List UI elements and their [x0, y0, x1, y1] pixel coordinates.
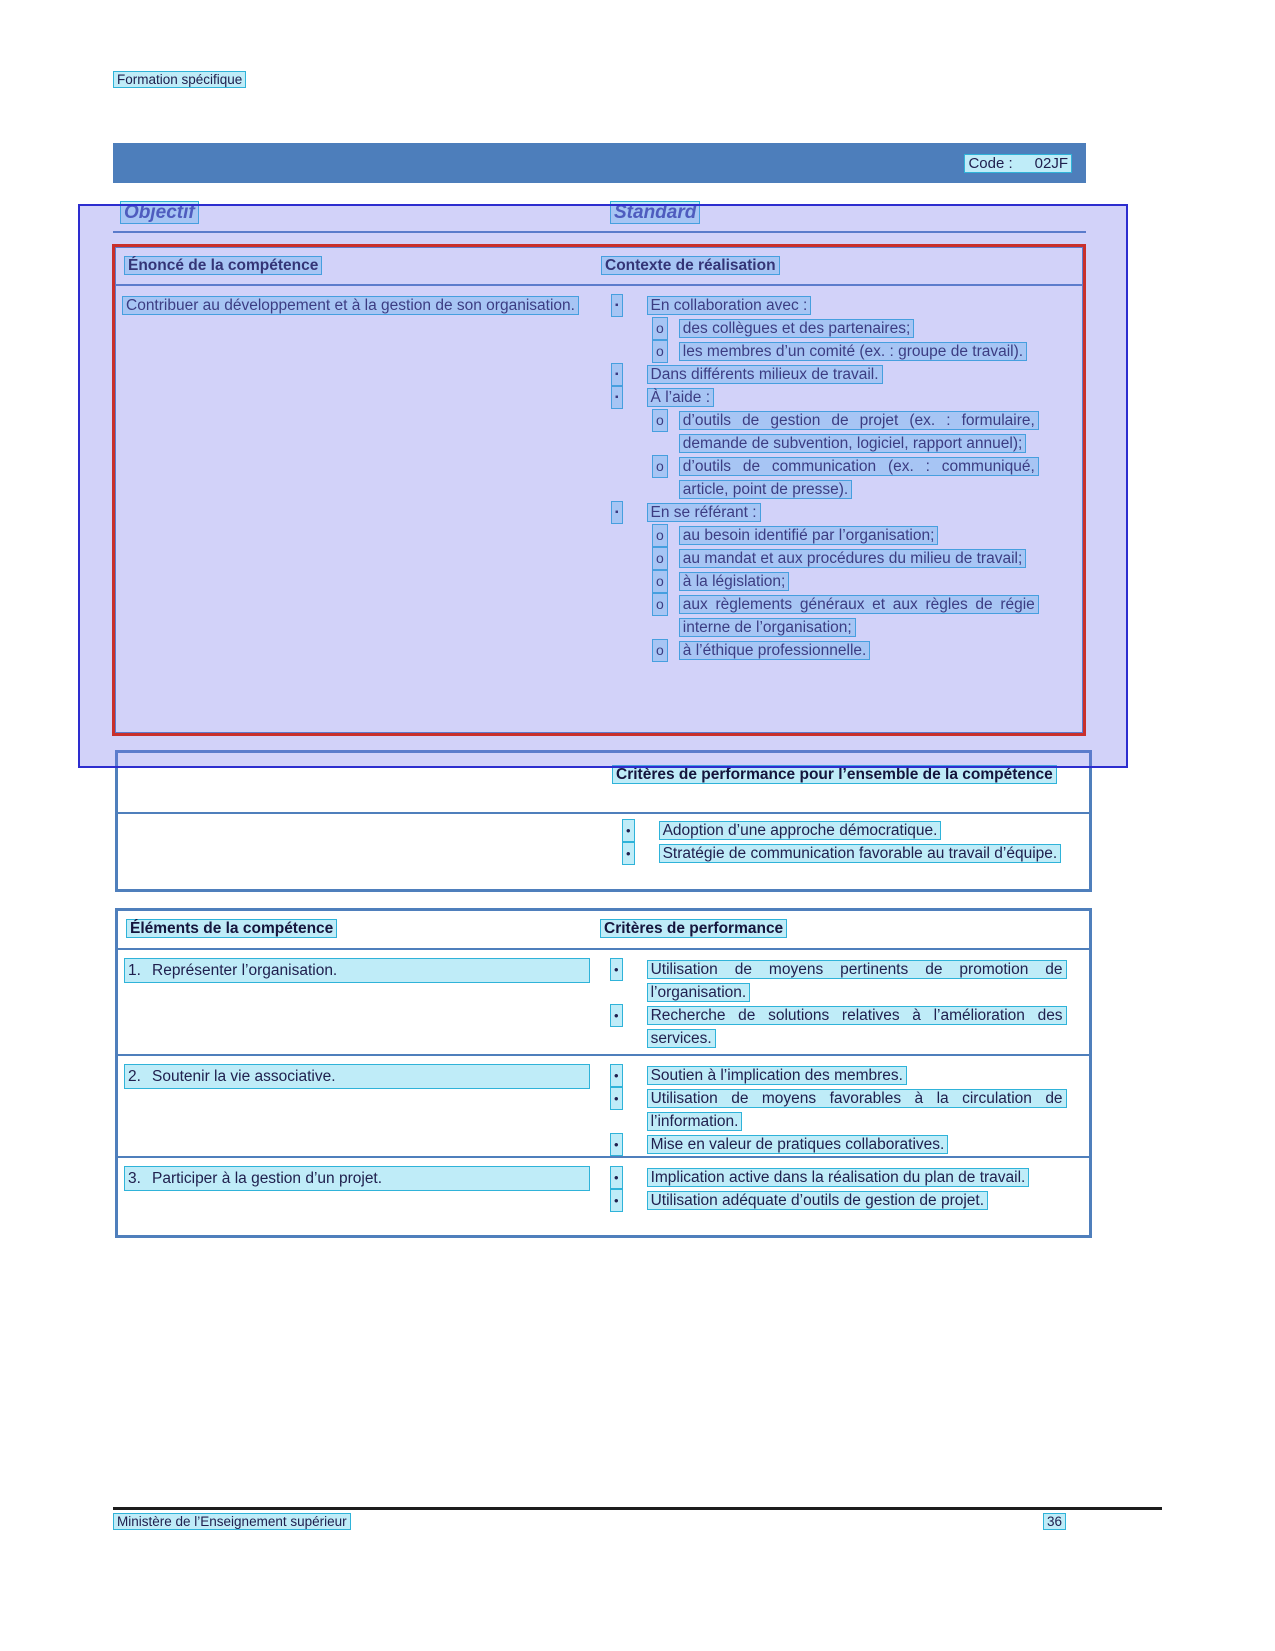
- criteres-ensemble-table: [115, 750, 1092, 892]
- criteres-ensemble-body: [118, 814, 1089, 865]
- list-item: [601, 593, 1082, 639]
- circle-bullet-icon: o: [652, 639, 668, 662]
- list-item: [601, 547, 1082, 570]
- dot-bullet-icon: •: [622, 842, 635, 865]
- standard-heading-text: Standard: [610, 201, 700, 224]
- list-item: [601, 570, 1082, 593]
- footer-page-number: [1043, 1514, 1066, 1529]
- bullet-text: Soutien à l’implication des membres.: [647, 1066, 907, 1085]
- elements-header: Éléments de la compétence: [126, 919, 337, 938]
- contexte-header: Contexte de réalisation: [601, 256, 780, 275]
- elements-header-cell: [118, 920, 600, 948]
- element-cell: [118, 1064, 600, 1156]
- table-row: [118, 950, 1089, 1054]
- circle-bullet-icon: o: [652, 455, 668, 478]
- contexte-cell: [601, 286, 1082, 662]
- criteres-ensemble-header-cell: [118, 753, 1089, 812]
- dot-bullet-icon: •: [610, 1133, 623, 1156]
- bullet-text: à l’éthique professionnelle.: [679, 641, 871, 660]
- dot-bullet-icon: •: [610, 1166, 623, 1189]
- bullet-text: Dans différents milieux de travail.: [647, 365, 883, 384]
- element-number: 3.: [128, 1170, 141, 1187]
- circle-bullet-icon: o: [652, 547, 668, 570]
- footer-rule: [113, 1507, 1162, 1510]
- list-item: [601, 524, 1082, 547]
- bullet-text: Mise en valeur de pratiques collaboratives.: [647, 1135, 949, 1154]
- element-text: [124, 958, 590, 983]
- circle-bullet-icon: o: [652, 409, 668, 432]
- list-item: [601, 363, 1082, 386]
- bullet-text: au besoin identifié par l’organisation;: [679, 526, 939, 545]
- square-bullet-icon: ▪: [611, 501, 623, 524]
- enonce-cell: [116, 286, 601, 662]
- competence-table-header-row: [116, 248, 1082, 284]
- code-label: Code :: [968, 154, 1013, 172]
- table-row: [118, 1056, 1089, 1156]
- list-item: [601, 294, 1082, 317]
- element-label: Représenter l’organisation.: [152, 962, 338, 979]
- footer-ministry-text: Ministère de l’Enseignement supérieur: [113, 1513, 351, 1530]
- square-bullet-icon: ▪: [611, 386, 623, 409]
- table-row: [118, 1158, 1089, 1232]
- bullet-text: Implication active dans la réalisation du plan de travail.: [647, 1168, 1030, 1187]
- enonce-text: Contribuer au développement et à la gestion de son organisation.: [122, 296, 579, 315]
- competence-table: [115, 247, 1083, 733]
- code-value: 02JF: [1034, 154, 1068, 172]
- bullet-text: Utilisation de moyens pertinents de promotion de l’organisation.: [647, 960, 1067, 1002]
- list-item: [600, 1064, 1089, 1087]
- list-item: [612, 819, 1089, 842]
- competence-table-body: [116, 286, 1082, 662]
- element-text: [124, 1064, 590, 1089]
- list-item: [601, 317, 1082, 340]
- square-bullet-icon: ▪: [611, 363, 623, 386]
- code-band: [113, 143, 1086, 183]
- criteres-cell: [600, 1064, 1089, 1156]
- list-item: [601, 386, 1082, 409]
- criteres-cell: [600, 1166, 1089, 1232]
- list-item: [601, 639, 1082, 662]
- bullet-text: au mandat et aux procédures du milieu de travail;: [679, 549, 1026, 568]
- objectif-heading: [120, 202, 199, 224]
- list-item: [600, 1189, 1089, 1212]
- section-label: [113, 72, 246, 87]
- page-number-text: 36: [1043, 1513, 1066, 1530]
- objectif-heading-text: Objectif: [120, 201, 199, 224]
- list-item: [601, 455, 1082, 501]
- dot-bullet-icon: •: [622, 819, 635, 842]
- list-item: [600, 1087, 1089, 1133]
- bullet-text: d’outils de communication (ex. : communiqué, article, point de presse).: [679, 457, 1039, 499]
- element-cell: [118, 1166, 600, 1232]
- criteres-cell: [600, 958, 1089, 1054]
- element-text: [124, 1166, 590, 1191]
- dot-bullet-icon: •: [610, 958, 623, 981]
- element-cell: [118, 958, 600, 1054]
- bullet-text: En se référant :: [647, 503, 761, 522]
- circle-bullet-icon: o: [652, 524, 668, 547]
- list-item: [600, 1133, 1089, 1156]
- bullet-text: Stratégie de communication favorable au travail d’équipe.: [659, 844, 1062, 863]
- list-item: [601, 340, 1082, 363]
- enonce-header-cell: [116, 257, 601, 284]
- dot-bullet-icon: •: [610, 1064, 623, 1087]
- bullet-text: À l’aide :: [647, 388, 714, 407]
- bullet-text: des collègues et des partenaires;: [679, 319, 914, 338]
- standard-heading: [610, 202, 700, 224]
- footer-ministry: [113, 1514, 351, 1529]
- contexte-header-cell: [601, 257, 1082, 284]
- list-item: [601, 501, 1082, 524]
- criteres-header: Critères de performance: [600, 919, 787, 938]
- bullet-text: Recherche de solutions relatives à l’amélioration des services.: [647, 1006, 1067, 1048]
- circle-bullet-icon: o: [652, 593, 668, 616]
- element-number: 2.: [128, 1068, 141, 1085]
- bullet-text: aux règlements généraux et aux règles de régie interne de l’organisation;: [679, 595, 1039, 637]
- element-label: Participer à la gestion d’un projet.: [152, 1170, 383, 1187]
- square-bullet-icon: ▪: [611, 294, 623, 317]
- circle-bullet-icon: o: [652, 340, 668, 363]
- elements-table: [115, 908, 1092, 1238]
- objectif-standard-rule: [113, 231, 1086, 233]
- bullet-text: Utilisation de moyens favorables à la circulation de l’information.: [647, 1089, 1067, 1131]
- dot-bullet-icon: •: [610, 1004, 623, 1027]
- elements-table-header-row: [118, 911, 1089, 948]
- bullet-text: Adoption d’une approche démocratique.: [659, 821, 942, 840]
- element-label: Soutenir la vie associative.: [152, 1068, 336, 1085]
- dot-bullet-icon: •: [610, 1189, 623, 1212]
- list-item: [600, 1166, 1089, 1189]
- list-item: [601, 409, 1082, 455]
- criteres-ensemble-header: Critères de performance pour l’ensemble de la compétence: [612, 765, 1057, 784]
- bullet-text: Utilisation adéquate d’outils de gestion de projet.: [647, 1191, 988, 1210]
- list-item: [600, 1004, 1089, 1050]
- dot-bullet-icon: •: [610, 1087, 623, 1110]
- bullet-text: à la législation;: [679, 572, 790, 591]
- section-label-text: Formation spécifique: [113, 71, 246, 88]
- code-text: [964, 154, 1072, 173]
- bullet-text: les membres d’un comité (ex. : groupe de travail).: [679, 342, 1027, 361]
- enonce-header: Énoncé de la compétence: [124, 256, 322, 275]
- bullet-text: En collaboration avec :: [647, 296, 812, 315]
- list-item: [600, 958, 1089, 1004]
- list-item: [612, 842, 1089, 865]
- element-number: 1.: [128, 962, 141, 979]
- bullet-text: d’outils de gestion de projet (ex. : formulaire, demande de subvention, logiciel, rapport annuel);: [679, 411, 1039, 453]
- criteres-header-cell: [600, 920, 1089, 948]
- circle-bullet-icon: o: [652, 317, 668, 340]
- circle-bullet-icon: o: [652, 570, 668, 593]
